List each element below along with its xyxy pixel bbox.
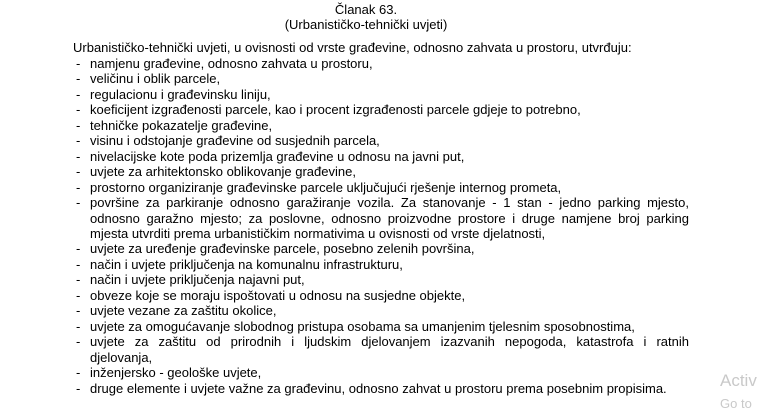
list-item-text: regulacionu i građevinsku liniju, <box>90 86 271 102</box>
activation-watermark-subtitle: Go to <box>720 396 752 411</box>
list-item-text: način i uvjete priključenja na komunalnu infrastrukturu, <box>90 256 403 272</box>
list-item-text: djelovanja, <box>90 349 153 365</box>
list-dash: - <box>76 148 81 164</box>
list-dash: - <box>76 117 81 133</box>
list-dash: - <box>76 365 81 381</box>
list-item-text: koeficijent izgrađenosti parcele, kao i procent izgrađenosti parcele gdjeje to potrebno, <box>90 102 581 118</box>
list-item-text: uvjete za zaštitu od prirodnih i ljudskim djelovanjem izazvanih nepogoda, katastrofa i ratnih <box>90 334 689 350</box>
list-item-text: visinu i odstojanje građevine od susjednih parcela, <box>90 133 380 149</box>
article-heading: (Urbanističko-tehnički uvjeti) <box>284 17 448 32</box>
list-dash: - <box>76 303 81 319</box>
list-dash: - <box>76 179 81 195</box>
article-intro: Urbanističko-tehnički uvjeti, u ovisnosti od vrste građevine, odnosno zahvata u prostoru, utvrđuju: <box>73 40 632 55</box>
list-item-text: uvjete za uređenje građevinske parcele, posebno zelenih površina, <box>90 241 475 257</box>
list-dash: - <box>76 195 81 211</box>
list-dash: - <box>76 272 81 288</box>
list-item <box>73 241 689 256</box>
list-item <box>73 257 689 272</box>
list-dash: - <box>76 256 81 272</box>
list-dash: - <box>76 241 81 257</box>
list-item <box>73 118 689 133</box>
list-item-text: način i uvjete priključenja najavni put, <box>90 272 305 288</box>
list-item-text: nivelacijske kote poda prizemlja građevine u odnosu na javni put, <box>90 148 465 164</box>
list-item <box>73 180 689 195</box>
list-dash: - <box>76 164 81 180</box>
list-dash: - <box>76 133 81 149</box>
list-item <box>73 195 689 241</box>
list-item-text: veličinu i oblik parcele, <box>90 71 221 87</box>
list-item <box>73 133 689 148</box>
list-item <box>73 303 689 318</box>
list-item <box>73 149 689 164</box>
list-item-text: uvjete za omogućavanje slobodnog pristupa osobama sa umanjenim tjelesnim sposobnostima, <box>90 318 635 334</box>
list-item-text: obveze koje se moraju ispoštovati u odnosu na susjedne objekte, <box>90 287 466 303</box>
list-item-text: mjesta utvrditi prema urbanističkim normativima u ovisnosti od vrste djelatnosti, <box>90 225 546 241</box>
article-number: Članak 63. <box>334 2 398 17</box>
conditions-list <box>73 56 689 396</box>
list-dash: - <box>76 71 81 87</box>
list-item <box>73 381 689 396</box>
list-item <box>73 164 689 179</box>
list-item <box>73 288 689 303</box>
list-dash: - <box>76 380 81 396</box>
list-dash: - <box>76 318 81 334</box>
list-item-text: površine za parkiranje odnosno garažiranje vozila. Za stanovanje - 1 stan - jedno parking mjesto, <box>90 195 689 211</box>
list-item-text: druge elemente i uvjete važne za građevinu, odnosno zahvat u prostoru prema posebnim propisima. <box>90 380 667 396</box>
list-item-text: prostorno organiziranje građevinske parcele uključujući rješenje internog prometa, <box>90 179 562 195</box>
list-item <box>73 272 689 287</box>
list-dash: - <box>76 86 81 102</box>
list-dash: - <box>76 287 81 303</box>
list-item <box>73 334 689 365</box>
list-item <box>73 102 689 117</box>
list-item-text: uvjete vezane za zaštitu okolice, <box>90 303 277 319</box>
list-item <box>73 71 689 86</box>
list-dash: - <box>76 56 81 71</box>
list-item <box>73 365 689 380</box>
list-item <box>73 56 689 71</box>
activation-watermark-title: Activ <box>720 371 757 390</box>
list-item-text: uvjete za arhitektonsko oblikovanje građevine, <box>90 164 356 180</box>
list-dash: - <box>76 334 81 350</box>
list-item-text: inženjersko - geološke uvjete, <box>90 365 262 381</box>
list-item-text: namjenu građevine, odnosno zahvata u prostoru, <box>90 56 373 71</box>
list-item-text: odnosno garažno mjesto; za poslovne, odnosno proizvodne prostore i druge namjene broj parking <box>90 210 689 226</box>
list-dash: - <box>76 102 81 118</box>
list-item <box>73 319 689 334</box>
list-item <box>73 87 689 102</box>
list-item-text: tehničke pokazatelje građevine, <box>90 117 273 133</box>
